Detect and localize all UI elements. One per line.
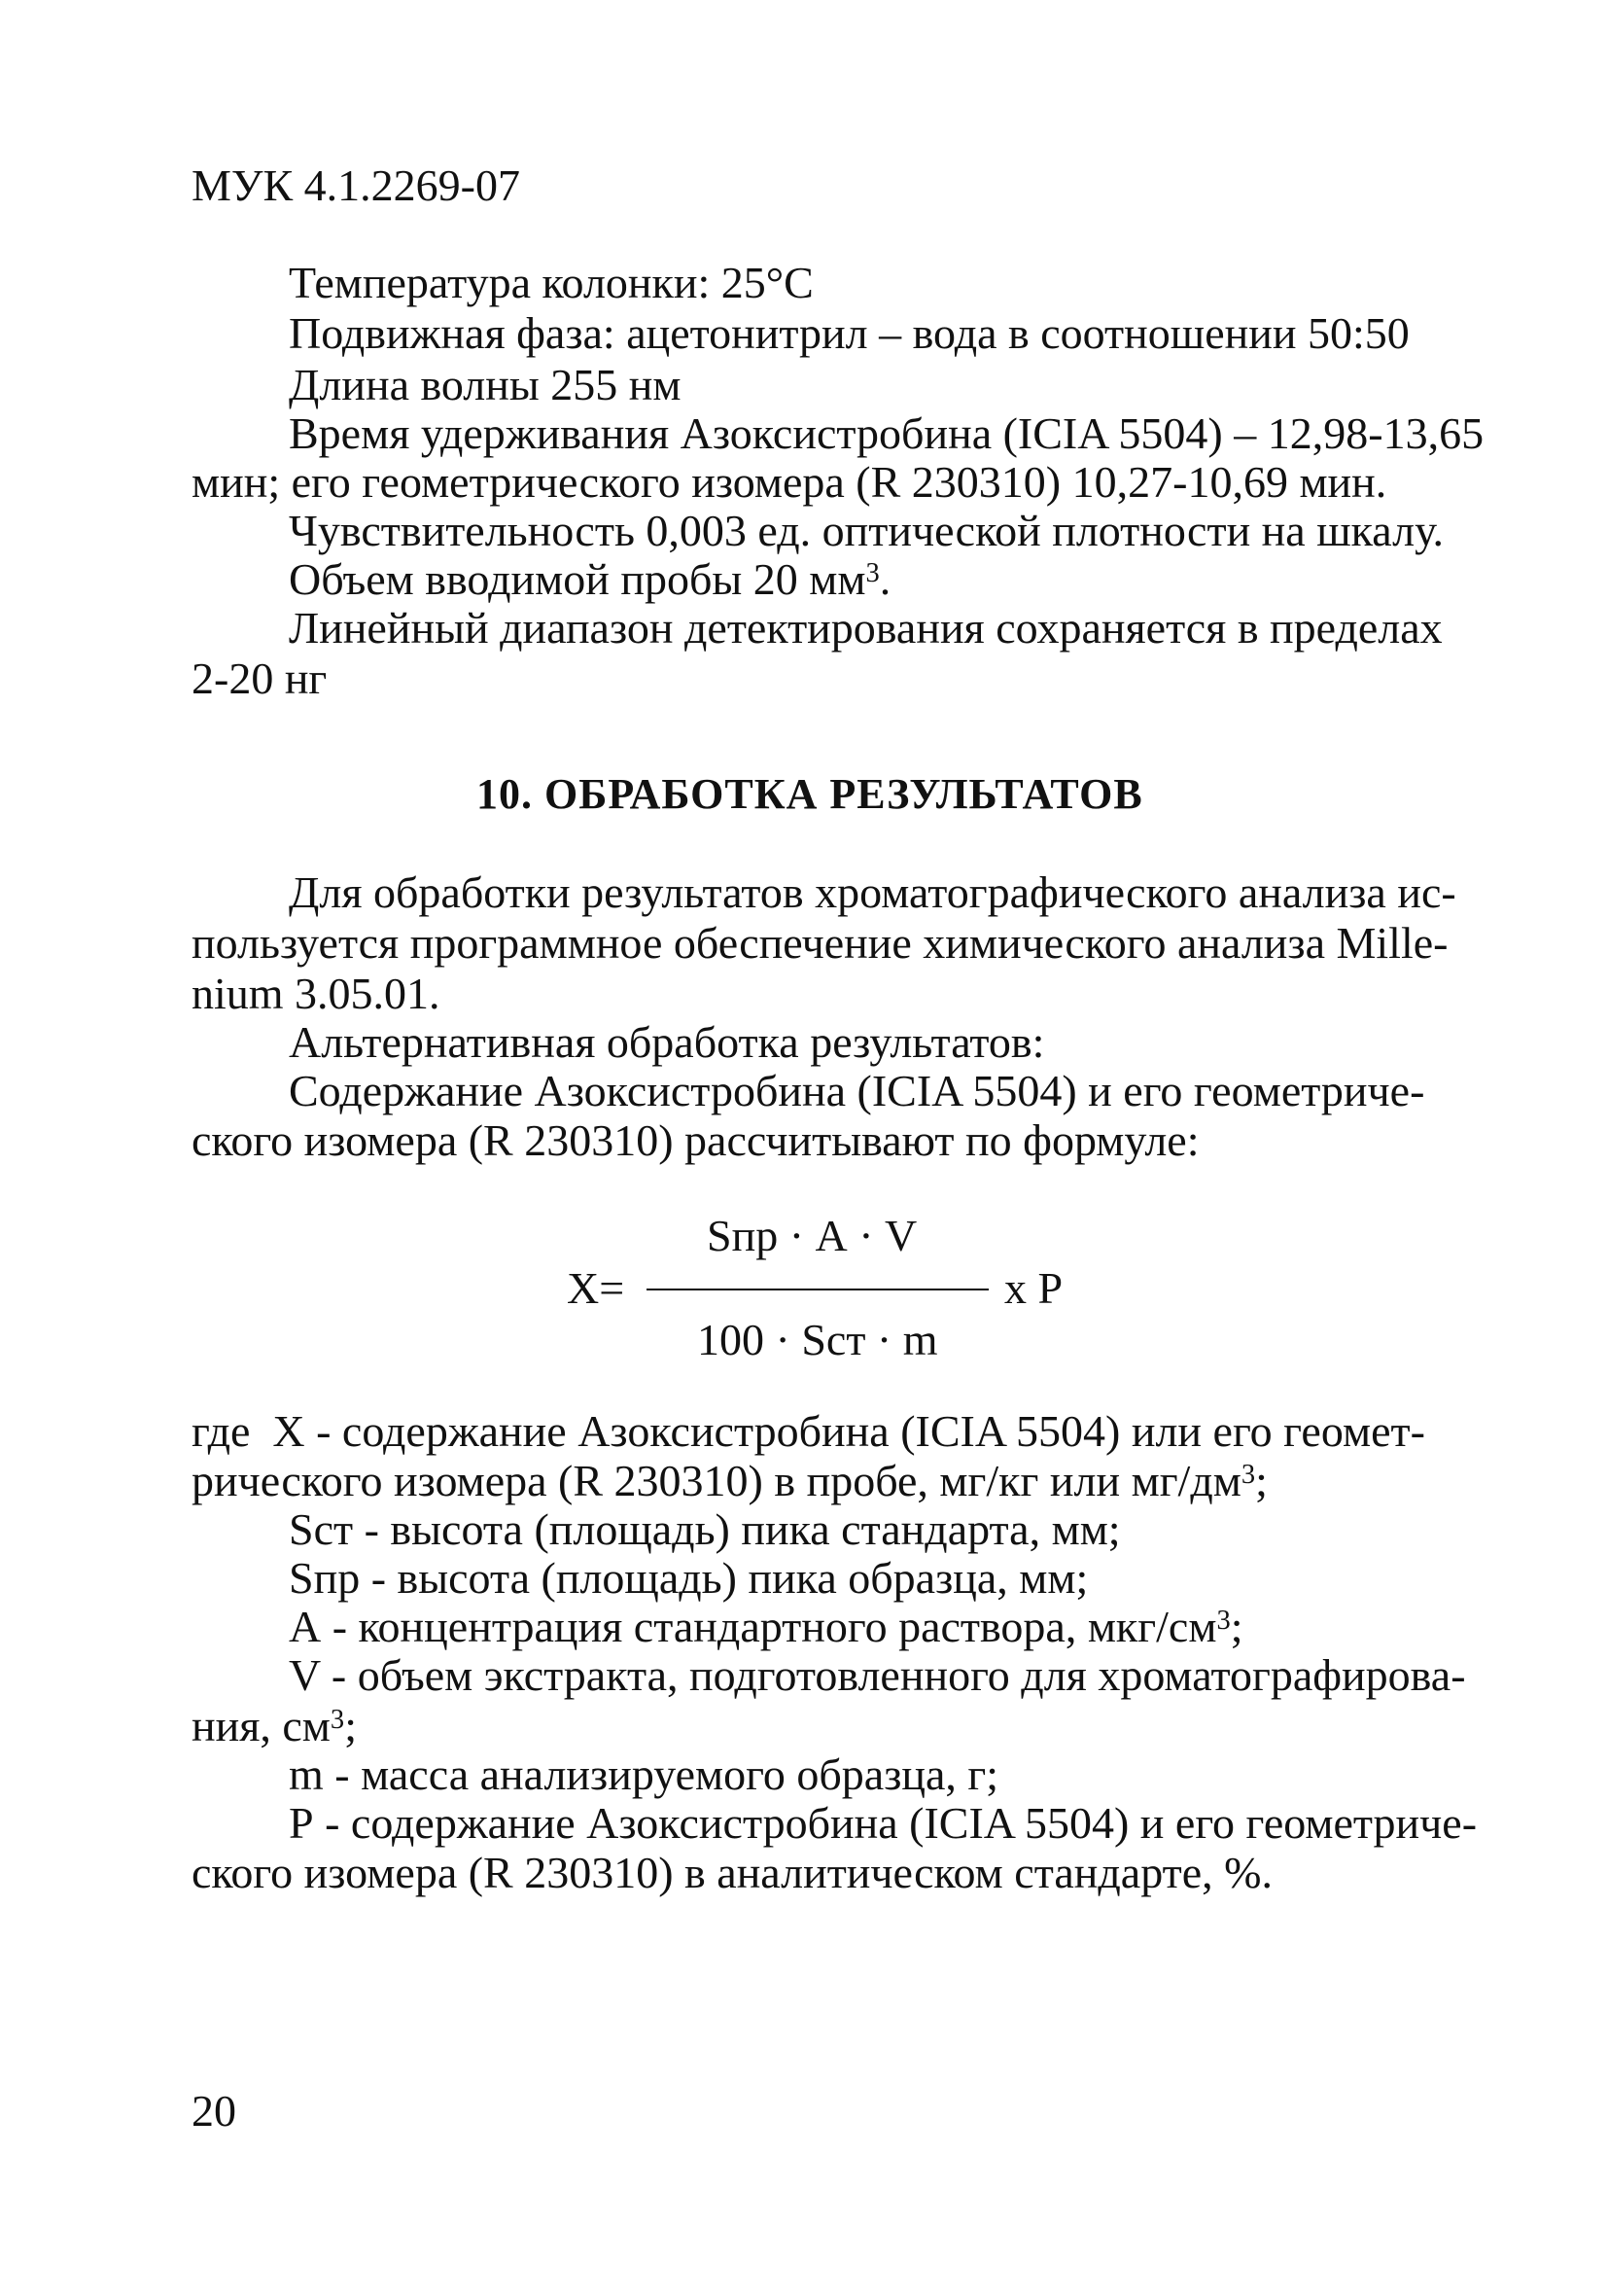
definition-sst: Sст - высота (площадь) пика стандарта, мм;: [289, 1504, 1121, 1554]
definition-v-superscript: 3: [330, 1705, 345, 1736]
definition-a: [289, 1602, 1243, 1651]
definition-v-text: ния, см: [192, 1701, 331, 1750]
condition-sensitivity: Чувствительность 0,003 ед. оптической плотности на шкалу.: [289, 506, 1444, 555]
formula-multiplier: x P: [1004, 1263, 1064, 1313]
definition-v-line-1: V - объем экстракта, подготовленного для хроматографирова-: [289, 1650, 1466, 1700]
definition-v-line-2: [192, 1701, 357, 1750]
formula-fraction-bar: [647, 1289, 989, 1290]
condition-retention-line-2: мин; его геометрического изомера (R 230310) 10,27-10,69 мин.: [192, 457, 1387, 507]
page-number: 20: [192, 2086, 236, 2136]
volume-superscript: 3: [865, 558, 880, 589]
condition-linear-range-line-1: Линейный диапазон детектирования сохраняется в пределах: [289, 603, 1443, 653]
definition-m: m - масса анализируемого образца, г;: [289, 1749, 999, 1799]
definition-x-end: ;: [1255, 1456, 1268, 1505]
condition-injection-volume: [289, 554, 891, 604]
definition-p-line-2: ского изомера (R 230310) в аналитическом стандарте, %.: [192, 1848, 1273, 1897]
processing-line-1: Для обработки результатов хроматографического анализа ис-: [289, 867, 1456, 917]
definition-a-end: ;: [1230, 1602, 1243, 1651]
definition-x-line-1: где X - содержание Азоксистробина (ICIA 5504) или его геомет-: [192, 1406, 1425, 1456]
volume-text: Объем вводимой пробы 20 мм: [289, 554, 866, 604]
definition-a-superscript: 3: [1216, 1606, 1231, 1637]
formula-denominator: 100 · Sст · m: [697, 1315, 938, 1364]
definition-x-line-2: [192, 1456, 1268, 1505]
definition-x-superscript: 3: [1241, 1460, 1256, 1491]
condition-mobile-phase: Подвижная фаза: ацетонитрил – вода в соотношении 50:50: [289, 308, 1410, 358]
condition-wavelength: Длина волны 255 нм: [289, 360, 682, 409]
content-line-2: ского изомера (R 230310) рассчитывают по формуле:: [192, 1115, 1200, 1165]
volume-end: .: [879, 554, 891, 604]
definition-spr: Sпр - высота (площадь) пика образца, мм;: [289, 1553, 1089, 1603]
definition-x-text: рического изомера (R 230310) в пробе, мг/кг или мг/дм: [192, 1456, 1241, 1505]
condition-linear-range-line-2: 2-20 нг: [192, 653, 328, 703]
definition-a-text: А - концентрация стандартного раствора, мкг/см: [289, 1602, 1217, 1651]
alternative-processing: Альтернативная обработка результатов:: [289, 1017, 1045, 1067]
condition-retention-line-1: Время удерживания Азоксистробина (ICIA 5504) – 12,98-13,65: [289, 408, 1485, 458]
processing-line-3: nium 3.05.01.: [192, 969, 440, 1018]
formula-lhs: Х=: [567, 1263, 625, 1313]
document-id: МУК 4.1.2269-07: [192, 160, 520, 210]
section-title: 10. ОБРАБОТКА РЕЗУЛЬТАТОВ: [476, 770, 1143, 818]
definition-p-line-1: Р - содержание Азоксистробина (ICIA 5504) и его геометриче-: [289, 1798, 1478, 1848]
processing-line-2: пользуется программное обеспечение химического анализа Mille-: [192, 918, 1449, 968]
formula-numerator: Sпр · А · V: [707, 1211, 918, 1260]
content-line-1: Содержание Азоксистробина (ICIA 5504) и его геометриче-: [289, 1066, 1425, 1115]
definition-v-end: ;: [344, 1701, 357, 1750]
condition-temperature: Температура колонки: 25°С: [289, 258, 814, 307]
